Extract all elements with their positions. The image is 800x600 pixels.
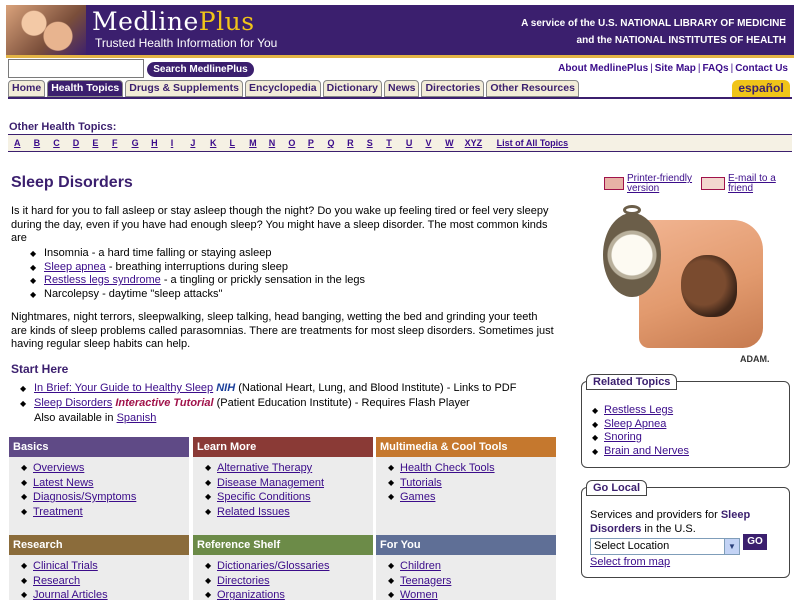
category-body [193,555,373,600]
list-item [20,411,516,426]
category-for-you [376,535,556,600]
list-item [17,505,189,520]
category-research [9,535,189,600]
tab-encyclopedia[interactable]: Encyclopedia [245,80,321,97]
list-item [17,461,189,476]
list-item [20,396,516,411]
pocket-watch-icon [603,213,661,297]
list-item [17,490,189,505]
letter-link-s[interactable]: S [366,138,373,148]
start-here-heading: Start Here [11,362,69,376]
letter-link-v[interactable]: V [425,138,432,148]
letter-link-j[interactable]: J [190,138,196,148]
nav-divider [8,97,792,99]
letter-link-i[interactable]: I [170,138,174,148]
sleep-apnea-link[interactable]: Sleep apnea [44,260,106,273]
restless-legs-related-link[interactable]: Restless Legs [604,404,674,416]
list-item [384,476,556,491]
alternative-therapy-link[interactable]: Alternative Therapy [217,462,313,474]
printer-icon [604,177,624,190]
related-topics-box [581,376,790,468]
category-header: Reference Shelf [193,535,373,555]
separator: | [650,63,653,74]
list-item [201,505,373,520]
page-title: Sleep Disorders [11,174,133,191]
interactive-tutorial-badge: Interactive Tutorial [115,397,214,409]
header-photo [6,5,86,57]
medlineplus-logo[interactable] [92,7,255,36]
go-local-box [581,482,790,578]
list-item [17,574,189,589]
letter-link-l[interactable]: L [229,138,236,148]
disorder-list [30,247,365,301]
service-line-2: and the NATIONAL INSTITUTES OF HEALTH [576,35,786,46]
health-check-tools-link[interactable]: Health Check Tools [400,462,495,474]
go-local-text: Services and providers for [590,509,721,521]
list-item [201,461,373,476]
sleep-apnea-related-link[interactable]: Sleep Apnea [604,417,667,430]
list-item [592,418,689,432]
related-issues-link[interactable]: Related Issues [217,505,290,518]
sleep-disorders-tutorial-link[interactable]: Sleep Disorders [34,397,113,409]
list-item [592,431,689,445]
children-link[interactable]: Children [400,560,441,572]
go-local-topic: Sleep Disorders [590,509,751,535]
letter-link-c[interactable]: C [53,138,60,148]
location-select[interactable] [590,538,740,555]
letter-link-a[interactable]: A [14,138,21,148]
printer-friendly-text[interactable]: Printer-friendly version [627,173,693,194]
letter-link-k[interactable]: K [209,138,217,148]
go-local-title: Go Local [586,480,647,496]
list-item [17,588,189,600]
tagline: Trusted Health Information for You [95,36,278,50]
sleeping-face-shape [681,255,737,317]
tab-other-resources[interactable]: Other Resources [486,80,579,97]
list-item [201,490,373,505]
teenagers-link[interactable]: Teenagers [400,574,452,587]
spanish-link[interactable]: Spanish [116,412,157,424]
list-item [384,588,556,600]
contact-us-link[interactable]: Contact Us [735,63,788,74]
letter-link-b[interactable]: B [33,138,41,148]
list-item [592,445,689,459]
list-item [201,574,373,589]
treatment-link[interactable]: Treatment [33,505,83,518]
tab-health-topics[interactable]: Health Topics [47,80,123,97]
letter-link-r[interactable]: R [347,138,354,148]
list-item [384,574,556,589]
list-item-text: (Patient Education Institute) - Requires Flash Player [213,397,470,409]
overviews-link[interactable]: Overviews [33,462,85,474]
search-input[interactable] [8,59,144,78]
related-topics-title: Related Topics [586,374,677,390]
list-item [17,559,189,574]
letter-link-n[interactable]: N [268,138,276,148]
list-item [30,247,365,261]
espanol-button[interactable]: español [732,80,790,97]
tab-dictionary[interactable]: Dictionary [323,80,382,97]
separator: | [697,63,701,74]
list-item-text: Narcolepsy - daytime "sleep attacks" [44,287,223,300]
letter-link-xyz[interactable]: XYZ [464,138,483,148]
service-notice [521,15,786,49]
brain-nerves-link[interactable]: Brain and Nerves [604,444,689,457]
main-nav [8,80,581,97]
dictionaries-glossaries-link[interactable]: Dictionaries/Glossaries [217,560,330,572]
email-friend-text[interactable]: E-mail to a friend [728,173,776,194]
email-friend-link[interactable] [701,174,791,196]
tab-directories[interactable]: Directories [421,80,484,97]
printer-friendly-link[interactable] [604,174,699,196]
tutorials-link[interactable]: Tutorials [400,476,442,489]
other-topics-label: Other Health Topics: [9,121,117,133]
nih-badge: NIH [216,382,236,394]
letter-link-w[interactable]: W [445,138,454,148]
category-body [193,457,373,535]
specific-conditions-link[interactable]: Specific Conditions [217,491,311,503]
research-link[interactable]: Research [33,574,81,587]
category-body [376,457,556,535]
site-header [6,5,794,57]
service-line-1: A service of the U.S. NATIONAL LIBRARY OF MEDICINE [521,18,786,29]
tab-drugs-supplements[interactable]: Drugs & Supplements [125,80,243,97]
letter-link-o[interactable]: O [288,138,296,148]
list-item [384,490,556,505]
list-item [384,559,556,574]
category-header: Learn More [193,437,373,457]
list-item-text: - a tingling or prickly sensation in the legs [160,274,365,286]
snoring-link[interactable]: Snoring [604,431,642,443]
healthy-sleep-guide-link[interactable]: In Brief: Your Guide to Healthy Sleep [34,382,214,394]
alphabet-bar [8,134,792,152]
start-here-list [20,381,516,426]
watch-ring-shape [623,205,641,215]
adam-credit: ADAM. [740,354,770,364]
directories-link[interactable]: Directories [217,574,270,587]
logo-plus-text: Plus [198,7,255,36]
envelope-icon [701,177,725,190]
letter-link-f[interactable]: F [111,138,118,148]
list-item [201,476,373,491]
list-item [592,404,689,418]
list-item [30,288,365,302]
search-button[interactable]: Search MedlinePlus [147,62,254,77]
latest-news-link[interactable]: Latest News [33,476,94,489]
site-map-link[interactable]: Site Map [654,63,696,74]
disease-management-link[interactable]: Disease Management [217,476,325,489]
parasomnia-paragraph: Nightmares, night terrors, sleepwalking, sleep talking, head banging, wetting the bed and grinding your teeth are kinds of sleep problems called parasomnias. There are treatments for most sleep disorders. Sometimes just having regular sleep habits can help. [11,311,554,350]
tab-home[interactable]: Home [8,80,45,97]
sleeping-person-illustration [603,205,763,353]
chevron-down-icon[interactable]: ▼ [724,539,739,554]
all-topics-link[interactable]: List of All Topics [496,138,569,148]
letter-link-t[interactable]: T [386,138,392,148]
about-link[interactable]: About MedlinePlus [558,63,649,74]
go-local-description [590,509,785,536]
intro-paragraph: Is it hard for you to fall asleep or stay asleep though the night? Do you wake up feeling tired or feel very sleepy during the day, even if you have had enough sleep? You might have a sleep disorder. The most common kinds are [11,205,549,244]
letter-link-d[interactable]: D [72,138,80,148]
category-body [9,555,189,600]
letter-link-u[interactable]: U [405,138,413,148]
letter-link-g[interactable]: G [131,138,139,148]
clinical-trials-link[interactable]: Clinical Trials [33,560,98,572]
category-learn-more [193,437,373,535]
list-item-text: (National Heart, Lung, and Blood Institute) - Links to PDF [235,382,517,394]
list-item [17,476,189,491]
list-item-text: Also available in [34,412,117,424]
list-item [30,274,365,288]
journal-articles-link[interactable]: Journal Articles [33,589,108,600]
diagnosis-symptoms-link[interactable]: Diagnosis/Symptoms [33,491,137,503]
games-link[interactable]: Games [400,491,436,503]
category-body [9,457,189,535]
letter-link-q[interactable]: Q [327,138,335,148]
letter-link-p[interactable]: P [307,138,314,148]
category-header: For You [376,535,556,555]
list-item [20,381,516,396]
women-link[interactable]: Women [400,589,438,600]
header-divider [6,55,794,58]
list-item-text: - breathing interruptions during sleep [105,260,289,273]
category-header: Multimedia & Cool Tools [376,437,556,457]
list-item [201,588,373,600]
category-multimedia [376,437,556,535]
category-header: Research [9,535,189,555]
category-header: Basics [9,437,189,457]
related-topics-list [592,404,689,458]
restless-legs-link[interactable]: Restless legs syndrome [44,274,161,286]
logo-medline-text: Medline [92,7,199,36]
list-item [201,559,373,574]
list-item-text: Insomnia - a hard time falling or staying asleep [44,247,272,259]
go-button[interactable]: GO [743,534,767,550]
separator: | [730,63,734,74]
category-reference-shelf [193,535,373,600]
letter-link-h[interactable]: H [151,138,158,148]
tab-news[interactable]: News [384,80,419,97]
faqs-link[interactable]: FAQs [702,63,729,74]
go-local-text: in the U.S. [641,522,696,535]
organizations-link[interactable]: Organizations [217,589,285,600]
utility-links [558,63,788,74]
select-from-map-link[interactable]: Select from map [590,556,671,568]
category-basics [9,437,189,535]
list-item [384,461,556,476]
location-select-value: Select Location [594,540,670,552]
list-item [30,261,365,275]
letter-link-e[interactable]: E [92,138,99,148]
letter-link-m[interactable]: M [249,138,257,148]
category-body [376,555,556,600]
